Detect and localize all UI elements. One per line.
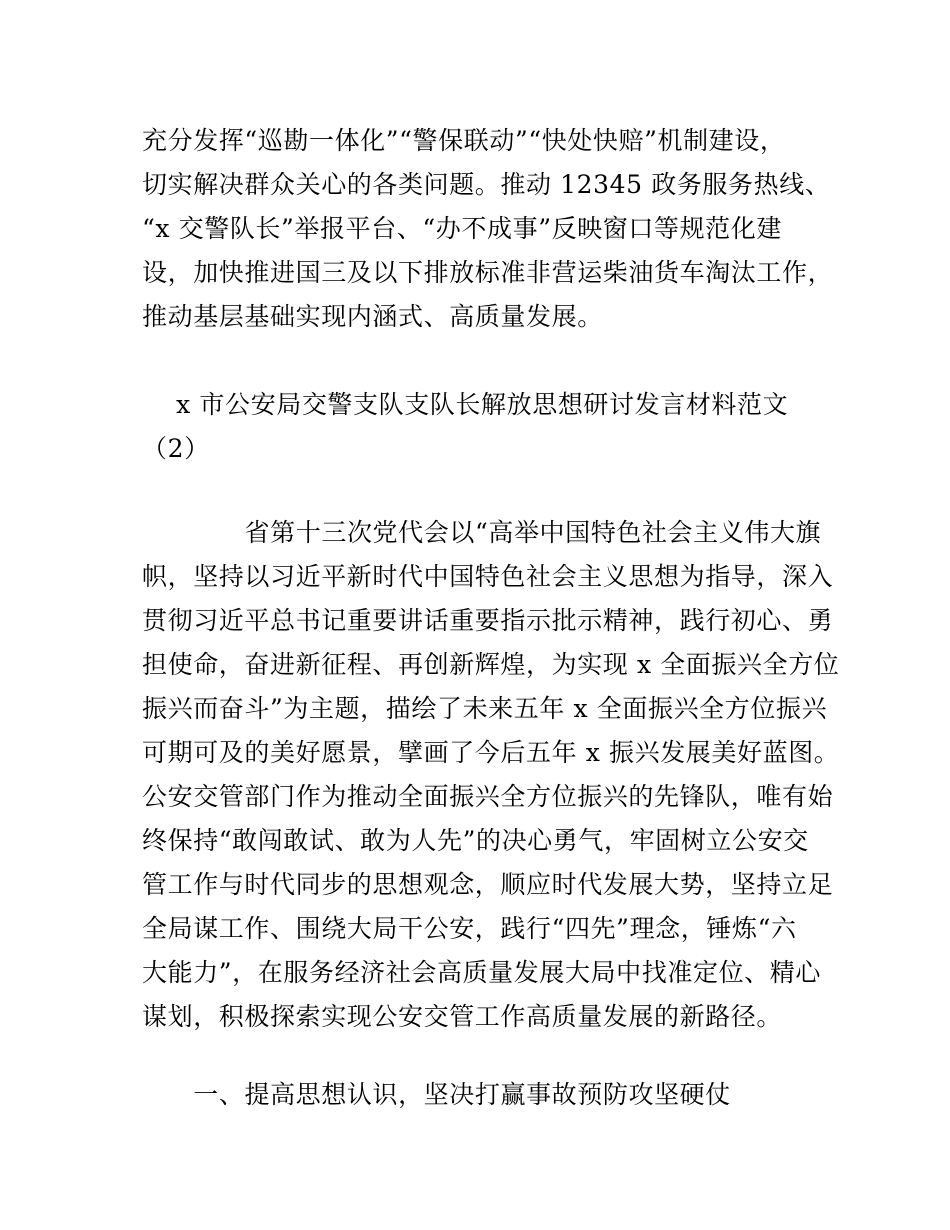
title-line: （2） <box>142 434 210 463</box>
paragraph-line: 贯彻习近平总书记重要讲话重要指示批示精神，践行初心、勇 <box>142 606 834 635</box>
paragraph-line: 管工作与时代同步的思想观念，顺应时代发展大势，坚持立足 <box>142 870 834 899</box>
paragraph-continuation <box>142 119 832 339</box>
paragraph-line: 振兴而奋斗”为主题，描绘了未来五年 x 全面振兴全方位振兴 <box>142 694 828 723</box>
paragraph-line: 担使命，奋进新征程、再创新辉煌，为实现 x 全面振兴全方位 <box>142 650 840 679</box>
paragraph-line: “x 交警队长”举报平台、“办不成事”反映窗口等规范化建 <box>142 214 782 243</box>
paragraph-line: 帜，坚持以习近平新时代中国特色社会主义思想为指导，深入 <box>142 562 834 591</box>
title-line: x 市公安局交警支队支队长解放思想研讨发言材料范文 <box>142 390 789 419</box>
paragraph-line: 谋划，积极探索实现公安交管工作高质量发展的新路径。 <box>142 1002 783 1031</box>
section-heading-text: 一、提高思想认识，坚决打赢事故预防攻坚硬仗 <box>142 1080 731 1109</box>
paragraph-line: 大能力”，在服务经济社会高质量发展大局中找准定位、精心 <box>142 958 821 987</box>
paragraph-line: 终保持“敢闯敢试、敢为人先”的决心勇气，牢固树立公安交 <box>142 826 809 855</box>
paragraph-line: 省第十三次党代会以“高举中国特色社会主义伟大旗 <box>142 518 822 547</box>
paragraph-line: 可期可及的美好愿景，擘画了今后五年 x 振兴发展美好蓝图。 <box>142 738 840 767</box>
paragraph-line: 公安交管部门作为推动全面振兴全方位振兴的先锋队，唯有始 <box>142 782 834 811</box>
article-title <box>142 383 832 471</box>
paragraph-line: 全局谋工作、围绕大局干公安，践行“四先”理念，锤炼“六 <box>142 914 797 943</box>
paragraph-intro <box>142 511 840 1039</box>
paragraph-line: 切实解决群众关心的各类问题。推动 12345 政务服务热线、 <box>142 170 831 199</box>
paragraph-line: 充分发挥“巡勘一体化”“警保联动”“快处快赔”机制建设， <box>142 126 786 155</box>
paragraph-line: 推动基层基础实现内涵式、高质量发展。 <box>142 302 603 331</box>
section-heading <box>142 1073 832 1117</box>
paragraph-line: 设，加快推进国三及以下排放标准非营运柴油货车淘汰工作， <box>142 258 834 287</box>
